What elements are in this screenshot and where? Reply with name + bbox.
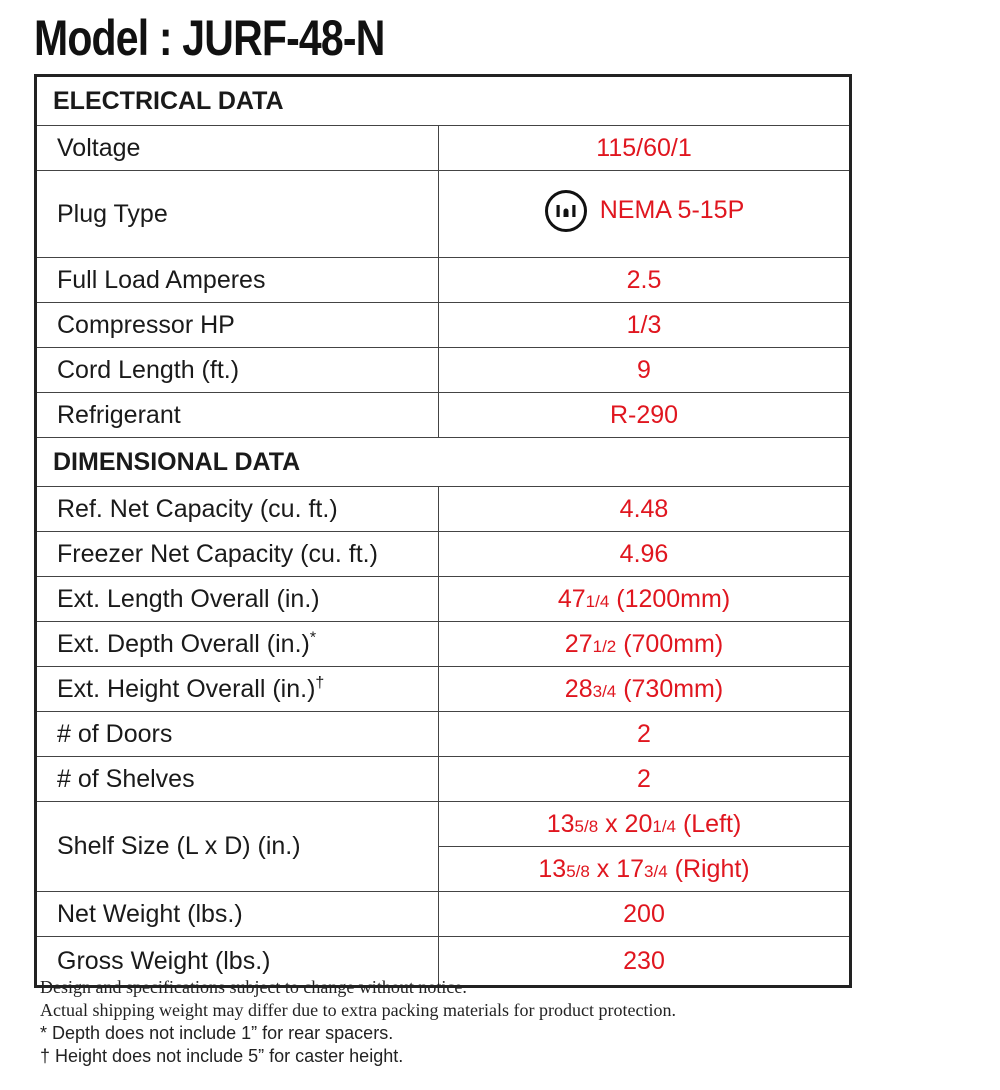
shelf-size-right-value [439, 847, 851, 892]
table-row [36, 258, 851, 303]
net-weight-label: Net Weight (lbs.) [36, 892, 439, 937]
shelf-left-depth: x 20 [598, 809, 653, 838]
table-row [36, 171, 851, 258]
table-row [36, 393, 851, 438]
depth-footnote-mark: * [309, 629, 317, 647]
height-whole: 28 [564, 674, 593, 703]
depth-fraction: 1/2 [592, 636, 617, 656]
height-footnote-mark: † [315, 674, 325, 692]
ref-capacity-label: Ref. Net Capacity (cu. ft.) [36, 487, 439, 532]
table-row [36, 303, 851, 348]
length-label: Ext. Length Overall (in.) [36, 577, 439, 622]
page-title: Model : JURF-48-N [34, 10, 385, 66]
plug-type-label: Plug Type [36, 171, 439, 258]
net-weight-value: 200 [439, 892, 851, 937]
depth-label-cell [36, 622, 439, 667]
height-metric: (730mm) [616, 674, 724, 703]
section-header-row [36, 76, 851, 126]
table-row [36, 577, 851, 622]
shelf-left-depth-fraction: 1/4 [652, 816, 676, 836]
footnotes [40, 976, 676, 1068]
doors-label: # of Doors [36, 712, 439, 757]
table-row [36, 532, 851, 577]
cord-length-label: Cord Length (ft.) [36, 348, 439, 393]
shelf-left-length: 13 [546, 809, 575, 838]
shelf-right-depth-fraction: 3/4 [644, 861, 668, 881]
table-row [36, 892, 851, 937]
plug-type-value: NEMA 5-15P [599, 196, 745, 224]
plug-type-value-cell [439, 171, 851, 258]
depth-metric: (700mm) [616, 629, 724, 658]
refrigerant-value: R-290 [439, 393, 851, 438]
depth-value [439, 622, 851, 667]
shelf-right-length: 13 [538, 854, 567, 883]
shelf-size-label: Shelf Size (L x D) (in.) [36, 802, 439, 892]
ref-capacity-value: 4.48 [439, 487, 851, 532]
depth-label: Ext. Depth Overall (in.) [57, 629, 310, 658]
length-metric: (1200mm) [609, 584, 731, 613]
spec-table [34, 74, 852, 988]
amperes-value: 2.5 [439, 258, 851, 303]
length-fraction: 1/4 [585, 591, 610, 611]
table-row [36, 712, 851, 757]
height-label: Ext. Height Overall (in.) [57, 674, 316, 703]
doors-value: 2 [439, 712, 851, 757]
shelf-size-left-value [439, 802, 851, 847]
length-value [439, 577, 851, 622]
footnote-line: Design and specifications subject to change without notice. [40, 977, 467, 997]
gross-weight-label: Gross Weight (lbs.) [36, 937, 439, 987]
height-label-cell [36, 667, 439, 712]
table-row [36, 667, 851, 712]
section-header-row [36, 438, 851, 487]
shelves-label: # of Shelves [36, 757, 439, 802]
dimensional-heading: DIMENSIONAL DATA [36, 438, 851, 487]
length-whole: 47 [557, 584, 586, 613]
nema-plug-icon [544, 189, 588, 233]
voltage-label: Voltage [36, 126, 439, 171]
amperes-label: Full Load Amperes [36, 258, 439, 303]
height-value [439, 667, 851, 712]
shelf-left-side: (Left) [676, 809, 742, 838]
shelf-right-length-fraction: 5/8 [566, 861, 590, 881]
footnote-height: † Height does not include 5” for caster height. [40, 1046, 404, 1066]
refrigerant-label: Refrigerant [36, 393, 439, 438]
shelves-value: 2 [439, 757, 851, 802]
shelf-left-length-fraction: 5/8 [574, 816, 599, 836]
freezer-capacity-value: 4.96 [439, 532, 851, 577]
compressor-hp-label: Compressor HP [36, 303, 439, 348]
table-row [36, 802, 851, 847]
table-row [36, 622, 851, 667]
table-row [36, 126, 851, 171]
footnote-depth: * Depth does not include 1” for rear spacers. [40, 1023, 394, 1043]
table-row [36, 487, 851, 532]
freezer-capacity-label: Freezer Net Capacity (cu. ft.) [36, 532, 439, 577]
shelf-right-depth: x 17 [589, 854, 645, 883]
electrical-heading: ELECTRICAL DATA [36, 76, 851, 126]
depth-whole: 27 [564, 629, 593, 658]
cord-length-value: 9 [439, 348, 851, 393]
shelf-right-side: (Right) [667, 854, 750, 883]
height-fraction: 3/4 [592, 681, 617, 701]
table-row [36, 348, 851, 393]
compressor-hp-value: 1/3 [439, 303, 851, 348]
table-row [36, 757, 851, 802]
footnote-line: Actual shipping weight may differ due to extra packing materials for product protection. [40, 1000, 676, 1020]
voltage-value: 115/60/1 [439, 126, 851, 171]
gross-weight-value: 230 [439, 937, 851, 987]
